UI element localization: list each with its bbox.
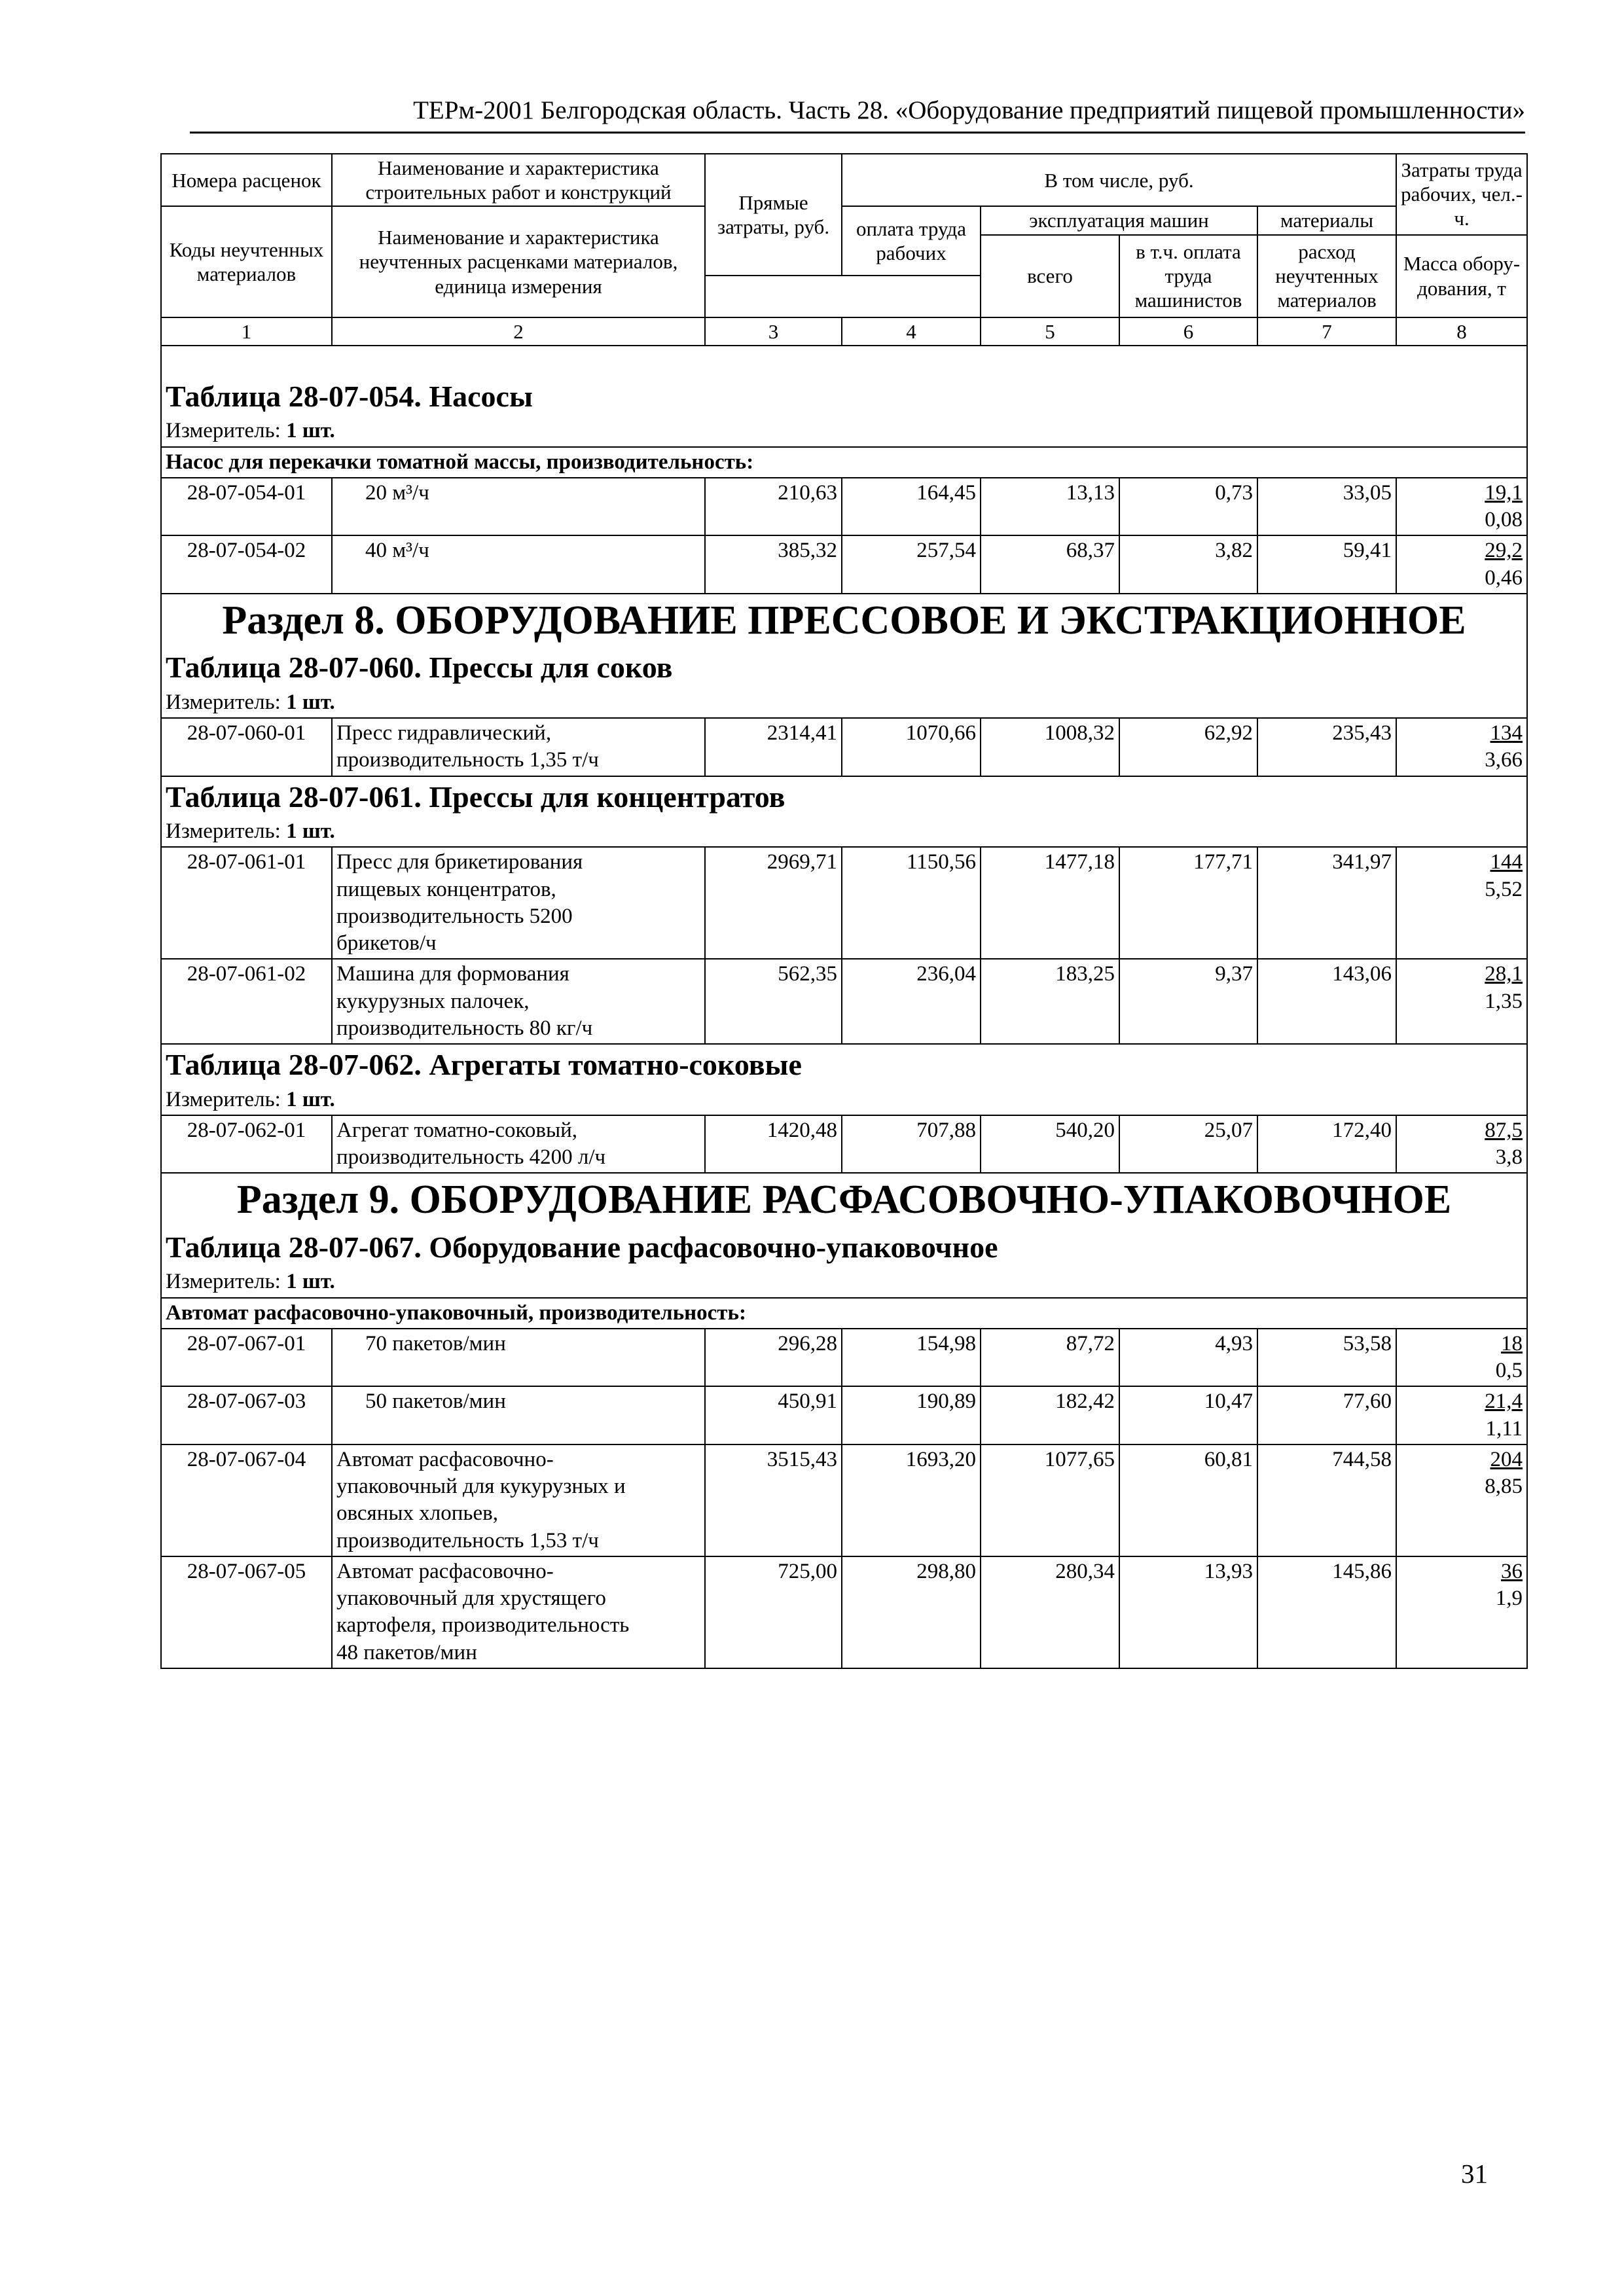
materials: 235,43 <box>1257 718 1396 776</box>
item-name-line: упаковочный для кукурузных и <box>336 1475 626 1498</box>
measure-label: Измеритель: <box>166 1270 281 1294</box>
item-name <box>332 1444 705 1556</box>
table-title: Таблица 28-07-060. Прессы для соков <box>161 647 1527 688</box>
measure-label: Измеритель: <box>166 690 281 714</box>
labor-and-mass <box>1396 1386 1527 1444</box>
rate-code: 28-07-067-04 <box>161 1444 332 1556</box>
labor-and-mass <box>1396 959 1527 1044</box>
labor-hours: 19,1 <box>1485 480 1523 505</box>
table-row <box>161 1115 1527 1174</box>
col-number: 3 <box>705 317 842 346</box>
item-name <box>332 959 705 1044</box>
measure-line <box>161 1267 1527 1297</box>
header-direct-costs: Прямые затраты, руб. <box>705 154 842 276</box>
materials: 744,58 <box>1257 1444 1396 1556</box>
item-name-line: брикетов/ч <box>336 931 437 955</box>
labor-and-mass <box>1396 535 1527 594</box>
item-name-line: производительность 1,53 т/ч <box>336 1528 599 1552</box>
labor-and-mass <box>1396 1556 1527 1668</box>
header-equipment-mass: Масса обору-дования, т <box>1396 235 1527 317</box>
materials: 59,41 <box>1257 535 1396 594</box>
measure-unit: 1 шт. <box>286 1087 335 1111</box>
item-name-line: Пресс гидравлический, <box>336 721 552 745</box>
machinist-pay: 9,37 <box>1119 959 1257 1044</box>
item-name-line: Автомат расфасовочно- <box>336 1559 554 1583</box>
machinist-pay: 60,81 <box>1119 1444 1257 1556</box>
header-machine-operation: эксплуатация машин <box>981 206 1257 234</box>
item-name-line: производительность 4200 л/ч <box>336 1145 606 1169</box>
item-name <box>332 718 705 776</box>
labor-and-mass <box>1396 1115 1527 1174</box>
machinist-pay: 177,71 <box>1119 847 1257 959</box>
item-name: 70 пакетов/мин <box>332 1329 705 1387</box>
labor-hours: 87,5 <box>1485 1118 1523 1142</box>
equipment-mass: 1,9 <box>1495 1587 1523 1610</box>
item-name-line: 48 пакетов/мин <box>336 1640 477 1664</box>
item-name-line: Пресс для брикетирования <box>336 850 583 874</box>
rate-code: 28-07-060-01 <box>161 718 332 776</box>
labor-and-mass <box>1396 718 1527 776</box>
labor-hours: 28,1 <box>1485 962 1523 986</box>
header-including: В том числе, руб. <box>842 154 1396 206</box>
item-name-line: производительность 80 кг/ч <box>336 1016 593 1040</box>
header-materials: материалы <box>1257 206 1396 234</box>
rate-code: 28-07-061-02 <box>161 959 332 1044</box>
table-title: Таблица 28-07-054. Насосы <box>161 346 1527 417</box>
materials: 143,06 <box>1257 959 1396 1044</box>
worker-pay: 1693,20 <box>842 1444 981 1556</box>
item-name: 40 м³/ч <box>332 535 705 594</box>
header-machines-total: всего <box>981 235 1119 317</box>
table-row <box>161 718 1527 776</box>
worker-pay: 236,04 <box>842 959 981 1044</box>
col-number: 8 <box>1396 317 1527 346</box>
machines-total: 68,37 <box>981 535 1119 594</box>
rate-code: 28-07-067-03 <box>161 1386 332 1444</box>
group-heading: Насос для перекачки томатной массы, производительность: <box>161 447 1527 478</box>
table-row <box>161 535 1527 594</box>
section-title: Раздел 9. ОБОРУДОВАНИЕ РАСФАСОВОЧНО-УПАКОВОЧНОЕ <box>161 1173 1527 1227</box>
table-row <box>161 1556 1527 1668</box>
header-material-codes: Коды неучтенных материалов <box>161 206 332 317</box>
table-head <box>161 154 1527 346</box>
item-name-line: картофеля, производительность <box>336 1613 630 1638</box>
machines-total: 1008,32 <box>981 718 1119 776</box>
materials: 341,97 <box>1257 847 1396 959</box>
table-row <box>161 1329 1527 1387</box>
item-name <box>332 847 705 959</box>
direct-costs: 450,91 <box>705 1386 842 1444</box>
machinist-pay: 3,82 <box>1119 535 1257 594</box>
item-name-line: Машина для формования <box>336 962 569 986</box>
measure-label: Измеритель: <box>166 419 281 443</box>
item-name-line: производительность 5200 <box>336 904 573 928</box>
direct-costs: 3515,43 <box>705 1444 842 1556</box>
header-unaccounted-materials: расход неучтенных материалов <box>1257 235 1396 317</box>
direct-costs: 2314,41 <box>705 718 842 776</box>
equipment-mass: 3,8 <box>1495 1145 1523 1169</box>
header-machinist-pay: в т.ч. оплата труда машинистов <box>1119 235 1257 317</box>
measure-line <box>161 688 1527 718</box>
materials: 145,86 <box>1257 1556 1396 1668</box>
table-row <box>161 1386 1527 1444</box>
measure-unit: 1 шт. <box>286 419 335 443</box>
section-title: Раздел 8. ОБОРУДОВАНИЕ ПРЕССОВОЕ И ЭКСТРАКЦИОННОЕ <box>161 594 1527 648</box>
worker-pay: 298,80 <box>842 1556 981 1668</box>
equipment-mass: 8,85 <box>1485 1475 1523 1498</box>
item-name <box>332 1115 705 1174</box>
materials: 172,40 <box>1257 1115 1396 1174</box>
direct-costs: 725,00 <box>705 1556 842 1668</box>
header-material-name: Наименование и характеристика неучтенных расценками материалов, единица измерения <box>332 206 705 317</box>
table-row <box>161 847 1527 959</box>
measure-unit: 1 шт. <box>286 690 335 714</box>
col-number: 7 <box>1257 317 1396 346</box>
rate-code: 28-07-054-01 <box>161 478 332 536</box>
worker-pay: 154,98 <box>842 1329 981 1387</box>
labor-hours: 36 <box>1501 1559 1523 1583</box>
machinist-pay: 0,73 <box>1119 478 1257 536</box>
measure-line <box>161 817 1527 847</box>
labor-hours: 29,2 <box>1485 539 1523 563</box>
materials: 53,58 <box>1257 1329 1396 1387</box>
machines-total: 182,42 <box>981 1386 1119 1444</box>
item-name-line: Агрегат томатно-соковый, <box>336 1118 578 1142</box>
direct-costs: 210,63 <box>705 478 842 536</box>
worker-pay: 164,45 <box>842 478 981 536</box>
machinist-pay: 62,92 <box>1119 718 1257 776</box>
machines-total: 183,25 <box>981 959 1119 1044</box>
measure-label: Измеритель: <box>166 819 281 843</box>
machinist-pay: 4,93 <box>1119 1329 1257 1387</box>
labor-hours: 21,4 <box>1485 1390 1523 1414</box>
machines-total: 1077,65 <box>981 1444 1119 1556</box>
direct-costs: 385,32 <box>705 535 842 594</box>
item-name-line: производительность 1,35 т/ч <box>336 748 599 772</box>
header-rule <box>190 132 1525 134</box>
table-row <box>161 478 1527 536</box>
col-number: 5 <box>981 317 1119 346</box>
page-number: 31 <box>1461 2159 1488 2189</box>
labor-hours: 134 <box>1490 721 1523 745</box>
table-title: Таблица 28-07-067. Оборудование расфасовочно-упаковочное <box>161 1227 1527 1268</box>
measure-unit: 1 шт. <box>286 1270 335 1294</box>
direct-costs: 562,35 <box>705 959 842 1044</box>
equipment-mass: 5,52 <box>1485 877 1523 901</box>
equipment-mass: 0,08 <box>1485 508 1523 531</box>
table-title: Таблица 28-07-062. Агрегаты томатно-соковые <box>161 1044 1527 1085</box>
header-rate-numbers: Номера расценок <box>161 154 332 206</box>
worker-pay: 257,54 <box>842 535 981 594</box>
machines-total: 87,72 <box>981 1329 1119 1387</box>
col-number: 6 <box>1119 317 1257 346</box>
equipment-mass: 1,11 <box>1485 1416 1523 1441</box>
equipment-mass: 0,46 <box>1485 565 1523 590</box>
item-name-line: упаковочный для хрустящего <box>336 1587 606 1610</box>
labor-hours: 204 <box>1490 1447 1523 1471</box>
worker-pay: 1070,66 <box>842 718 981 776</box>
materials: 77,60 <box>1257 1386 1396 1444</box>
item-name-line: Автомат расфасовочно- <box>336 1447 554 1471</box>
rate-code: 28-07-067-01 <box>161 1329 332 1387</box>
direct-costs: 2969,71 <box>705 847 842 959</box>
labor-hours: 18 <box>1501 1331 1523 1355</box>
col-number: 1 <box>161 317 332 346</box>
table-row <box>161 1444 1527 1556</box>
machines-total: 1477,18 <box>981 847 1119 959</box>
header-labor-costs: Затраты труда рабочих, чел.-ч. <box>1396 154 1527 235</box>
rate-code: 28-07-062-01 <box>161 1115 332 1174</box>
direct-costs: 1420,48 <box>705 1115 842 1174</box>
equipment-mass: 1,35 <box>1485 989 1523 1013</box>
worker-pay: 1150,56 <box>842 847 981 959</box>
measure-line <box>161 416 1527 446</box>
header-worker-pay: оплата труда рабочих <box>842 206 981 275</box>
measure-label: Измеритель: <box>166 1087 281 1111</box>
machinist-pay: 25,07 <box>1119 1115 1257 1174</box>
machinist-pay: 13,93 <box>1119 1556 1257 1668</box>
page-header: ТЕРм-2001 Белгородская область. Часть 28. «Оборудование предприятий пищевой промышленности» <box>413 96 1525 124</box>
materials: 33,05 <box>1257 478 1396 536</box>
table-row <box>161 959 1527 1044</box>
item-name: 20 м³/ч <box>332 478 705 536</box>
item-name <box>332 1556 705 1668</box>
equipment-mass: 0,5 <box>1495 1359 1523 1382</box>
labor-and-mass <box>1396 847 1527 959</box>
rate-code: 28-07-067-05 <box>161 1556 332 1668</box>
rate-code: 28-07-054-02 <box>161 535 332 594</box>
item-name-line: кукурузных палочек, <box>336 989 530 1013</box>
item-name-line: пищевых концентратов, <box>336 877 556 901</box>
group-heading: Автомат расфасовочно-упаковочный, производительность: <box>161 1298 1527 1329</box>
labor-and-mass <box>1396 1329 1527 1387</box>
header-work-name: Наименование и характеристика строительных работ и конструкций <box>332 154 705 206</box>
table-title: Таблица 28-07-061. Прессы для концентратов <box>161 776 1527 817</box>
machines-total: 13,13 <box>981 478 1119 536</box>
measure-unit: 1 шт. <box>286 819 335 843</box>
machines-total: 280,34 <box>981 1556 1119 1668</box>
labor-and-mass <box>1396 478 1527 536</box>
rate-code: 28-07-061-01 <box>161 847 332 959</box>
price-table <box>160 153 1528 1669</box>
item-name: 50 пакетов/мин <box>332 1386 705 1444</box>
direct-costs: 296,28 <box>705 1329 842 1387</box>
col-number: 4 <box>842 317 981 346</box>
worker-pay: 707,88 <box>842 1115 981 1174</box>
equipment-mass: 3,66 <box>1485 748 1523 772</box>
labor-and-mass <box>1396 1444 1527 1556</box>
measure-line <box>161 1085 1527 1115</box>
machines-total: 540,20 <box>981 1115 1119 1174</box>
col-number: 2 <box>332 317 705 346</box>
machinist-pay: 10,47 <box>1119 1386 1257 1444</box>
worker-pay: 190,89 <box>842 1386 981 1444</box>
item-name-line: овсяных хлопьев, <box>336 1501 498 1526</box>
labor-hours: 144 <box>1490 850 1523 874</box>
